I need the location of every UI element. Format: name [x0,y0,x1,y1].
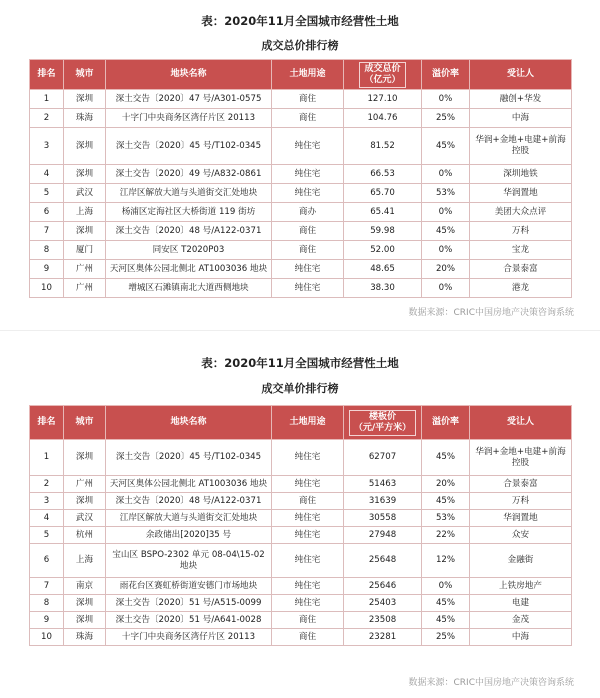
cell-city: 深圳 [64,90,106,109]
table-row [30,203,572,222]
cell-premium: 20% [422,260,470,279]
table2 [29,405,572,646]
cell-plot: 深土交告〔2020〕45 号/T102-0345 [106,440,272,476]
cell-value: 31639 [344,493,422,510]
cell-premium: 45% [422,493,470,510]
cell-premium: 45% [422,128,470,165]
cell-use: 纯住宅 [272,578,344,595]
cell-use: 商住 [272,612,344,629]
header-premium: 溢价率 [422,60,470,90]
cell-buyer: 万科 [470,493,572,510]
cell-plot: 深土交告〔2020〕48 号/A122-0371 [106,493,272,510]
cell-premium: 45% [422,222,470,241]
cell-value: 25403 [344,595,422,612]
table-row [30,165,572,184]
cell-use: 商办 [272,203,344,222]
cell-use: 纯住宅 [272,279,344,298]
table-row [30,222,572,241]
cell-rank: 3 [30,493,64,510]
header-premium: 溢价率 [422,406,470,440]
cell-use: 纯住宅 [272,440,344,476]
cell-buyer: 电建 [470,595,572,612]
table1-header-row [30,60,572,90]
cell-plot: 深土交告〔2020〕45 号/T102-0345 [106,128,272,165]
cell-rank: 1 [30,440,64,476]
header-city: 城市 [64,60,106,90]
cell-value: 23281 [344,629,422,646]
cell-use: 纯住宅 [272,184,344,203]
cell-city: 上海 [64,544,106,578]
cell-plot: 天河区奥体公园北侧北 AT1003036 地块 [106,260,272,279]
cell-city: 深圳 [64,612,106,629]
cell-use: 纯住宅 [272,544,344,578]
cell-buyer: 美团大众点评 [470,203,572,222]
cell-use: 纯住宅 [272,510,344,527]
cell-use: 纯住宅 [272,476,344,493]
cell-rank: 2 [30,109,64,128]
table-row [30,440,572,476]
cell-value: 27948 [344,527,422,544]
cell-use: 商住 [272,493,344,510]
cell-use: 纯住宅 [272,128,344,165]
cell-plot: 江岸区解放大道与头道街交汇处地块 [106,184,272,203]
cell-buyer: 众安 [470,527,572,544]
cell-plot: 杨浦区定海社区大桥街道 119 街坊 [106,203,272,222]
cell-plot: 深土交告〔2020〕47 号/A301-0575 [106,90,272,109]
table-row [30,90,572,109]
table-row [30,260,572,279]
cell-premium: 0% [422,578,470,595]
cell-rank: 6 [30,544,64,578]
cell-premium: 25% [422,629,470,646]
table-row [30,612,572,629]
header-value-line2: （元/平方米） [353,422,412,433]
cell-premium: 25% [422,109,470,128]
cell-premium: 45% [422,612,470,629]
cell-use: 商住 [272,90,344,109]
cell-rank: 3 [30,128,64,165]
cell-buyer: 上铁房地产 [470,578,572,595]
cell-rank: 10 [30,629,64,646]
cell-rank: 7 [30,222,64,241]
header-rank: 排名 [30,60,64,90]
table-row [30,595,572,612]
cell-buyer: 华润置地 [470,510,572,527]
cell-rank: 6 [30,203,64,222]
cell-rank: 10 [30,279,64,298]
table-row [30,279,572,298]
cell-rank: 5 [30,184,64,203]
cell-premium: 0% [422,241,470,260]
cell-premium: 53% [422,184,470,203]
header-buyer: 受让人 [470,406,572,440]
header-value [344,406,422,440]
cell-rank: 5 [30,527,64,544]
header-plot: 地块名称 [106,60,272,90]
cell-rank: 4 [30,510,64,527]
cell-value: 30558 [344,510,422,527]
cell-use: 商住 [272,109,344,128]
cell-buyer: 合景泰富 [470,476,572,493]
cell-use: 纯住宅 [272,527,344,544]
cell-plot: 增城区石滩镇南北大道西侧地块 [106,279,272,298]
cell-use: 商住 [272,222,344,241]
cell-city: 深圳 [64,222,106,241]
cell-value: 65.70 [344,184,422,203]
cell-plot: 雨花台区赛虹桥街道安德门市场地块 [106,578,272,595]
cell-premium: 20% [422,476,470,493]
cell-premium: 22% [422,527,470,544]
table-row [30,578,572,595]
cell-premium: 45% [422,440,470,476]
cell-city: 武汉 [64,510,106,527]
header-use: 土地用途 [272,60,344,90]
cell-city: 广州 [64,260,106,279]
cell-buyer: 中海 [470,629,572,646]
cell-use: 纯住宅 [272,165,344,184]
cell-city: 珠海 [64,629,106,646]
cell-plot: 余政储出[2020]35 号 [106,527,272,544]
header-use: 土地用途 [272,406,344,440]
cell-city: 厦门 [64,241,106,260]
table-row [30,629,572,646]
cell-city: 广州 [64,279,106,298]
cell-rank: 9 [30,260,64,279]
cell-rank: 2 [30,476,64,493]
cell-value: 51463 [344,476,422,493]
cell-city: 深圳 [64,440,106,476]
cell-city: 深圳 [64,595,106,612]
cell-plot: 江岸区解放大道与头道街交汇处地块 [106,510,272,527]
table-row [30,527,572,544]
table-row [30,510,572,527]
cell-value: 66.53 [344,165,422,184]
cell-premium: 0% [422,165,470,184]
table-row [30,493,572,510]
cell-value: 38.30 [344,279,422,298]
header-value [344,60,422,90]
cell-buyer: 港龙 [470,279,572,298]
table-row [30,109,572,128]
cell-use: 纯住宅 [272,595,344,612]
cell-plot: 深土交告〔2020〕49 号/A832-0861 [106,165,272,184]
cell-plot: 天河区奥体公园北侧北 AT1003036 地块 [106,476,272,493]
cell-buyer: 万科 [470,222,572,241]
header-value-line1: 楼板价 [368,411,396,422]
cell-plot: 宝山区 BSPO-2302 单元 08-04\15-02 地块 [106,544,272,578]
header-rank: 排名 [30,406,64,440]
cell-city: 上海 [64,203,106,222]
cell-buyer: 华润+金地+电建+前海控股 [470,440,572,476]
header-city: 城市 [64,406,106,440]
cell-buyer: 合景泰富 [470,260,572,279]
cell-buyer: 金茂 [470,612,572,629]
cell-premium: 0% [422,90,470,109]
cell-value: 62707 [344,440,422,476]
cell-use: 商住 [272,241,344,260]
cell-rank: 7 [30,578,64,595]
cell-city: 深圳 [64,165,106,184]
cell-city: 杭州 [64,527,106,544]
cell-value: 52.00 [344,241,422,260]
cell-value: 65.41 [344,203,422,222]
cell-buyer: 中海 [470,109,572,128]
cell-buyer: 深圳地铁 [470,165,572,184]
header-buyer: 受让人 [470,60,572,90]
cell-city: 武汉 [64,184,106,203]
cell-plot: 深土交告〔2020〕51 号/A515-0099 [106,595,272,612]
cell-buyer: 金融街 [470,544,572,578]
cell-buyer: 华润置地 [470,184,572,203]
header-plot: 地块名称 [106,406,272,440]
table-row [30,241,572,260]
table-row [30,476,572,493]
cell-rank: 1 [30,90,64,109]
cell-buyer: 融创+华发 [470,90,572,109]
cell-premium: 0% [422,279,470,298]
cell-city: 珠海 [64,109,106,128]
table1 [29,59,572,298]
table1-subtitle: 成交总价排行榜 [261,39,339,52]
table1-source-note: 数据来源：CRIC中国房地产决策咨询系统 [408,308,574,318]
cell-city: 深圳 [64,128,106,165]
cell-premium: 45% [422,595,470,612]
header-value-line2: （亿元） [364,74,401,85]
header-value-line1: 成交总价 [364,63,401,74]
table2-title: 表：2020年11月全国城市经营性土地 [201,356,399,370]
cell-premium: 53% [422,510,470,527]
cell-buyer: 华润+金地+电建+前海控股 [470,128,572,165]
cell-use: 商住 [272,629,344,646]
table-row [30,184,572,203]
table2-source-note: 数据来源：CRIC中国房地产决策咨询系统 [408,678,574,688]
cell-value: 127.10 [344,90,422,109]
cell-rank: 8 [30,241,64,260]
cell-premium: 12% [422,544,470,578]
table-row [30,128,572,165]
cell-plot: 同安区 T2020P03 [106,241,272,260]
table2-subtitle: 成交单价排行榜 [261,382,339,395]
cell-plot: 十字门中央商务区湾仔片区 20113 [106,629,272,646]
section-divider [0,330,600,331]
cell-premium: 0% [422,203,470,222]
table-row [30,544,572,578]
cell-rank: 4 [30,165,64,184]
cell-plot: 十字门中央商务区湾仔片区 20113 [106,109,272,128]
cell-plot: 深土交告〔2020〕48 号/A122-0371 [106,222,272,241]
cell-value: 59.98 [344,222,422,241]
cell-plot: 深土交告〔2020〕51 号/A641-0028 [106,612,272,629]
cell-city: 深圳 [64,493,106,510]
cell-value: 25646 [344,578,422,595]
cell-value: 48.65 [344,260,422,279]
table2-header-row [30,406,572,440]
cell-value: 104.76 [344,109,422,128]
table1-title: 表：2020年11月全国城市经营性土地 [201,14,399,28]
cell-use: 纯住宅 [272,260,344,279]
cell-city: 南京 [64,578,106,595]
cell-value: 23508 [344,612,422,629]
cell-value: 25648 [344,544,422,578]
cell-city: 广州 [64,476,106,493]
cell-buyer: 宝龙 [470,241,572,260]
cell-value: 81.52 [344,128,422,165]
cell-rank: 9 [30,612,64,629]
cell-rank: 8 [30,595,64,612]
